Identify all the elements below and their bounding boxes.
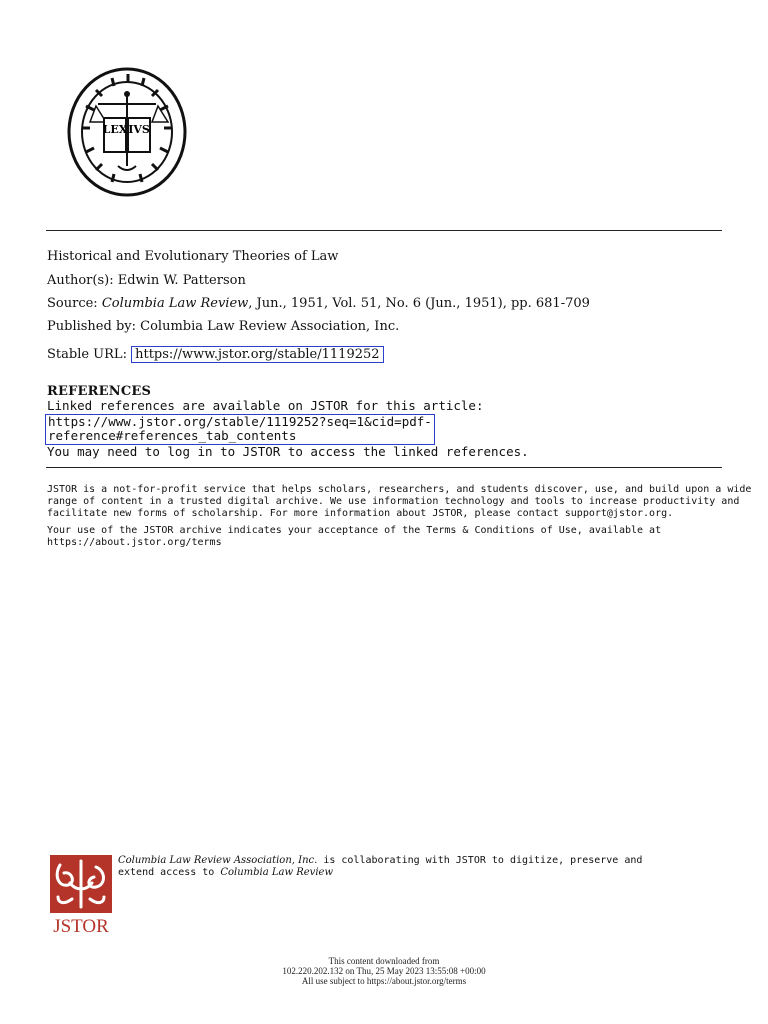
- references-heading: REFERENCES: [47, 384, 152, 399]
- jstor-notice: JSTOR is a not-for-profit service that helps scholars, researchers, and students discover, use, and build upon a wide range of content in a trusted digital archive. We use information technology and tools to increase productivity and facilitate new forms of scholarship. For more information about JSTOR, please contact support@jstor.org.: [47, 484, 752, 519]
- jstor-logo: [50, 855, 114, 935]
- article-title: Historical and Evolutionary Theories of Law: [47, 249, 339, 264]
- columbia-law-seal-logo: [66, 66, 188, 198]
- top-divider: [46, 230, 722, 231]
- stable-url-link[interactable]: https://www.jstor.org/stable/1119252: [131, 346, 383, 363]
- seal-text-right: IVS: [128, 123, 150, 136]
- stable-url-line: Stable URL: https://www.jstor.org/stable/1119252: [47, 347, 384, 363]
- references-body: [47, 399, 529, 459]
- references-link[interactable]: https://www.jstor.org/stable/1119252?seq=1&cid=pdf- reference#references_tab_contents: [45, 414, 435, 445]
- authors: Edwin W. Patterson: [117, 273, 246, 288]
- terms-notice: Your use of the JSTOR archive indicates your acceptance of the Terms & Conditions of Use, available at https://about.jstor.org/terms: [47, 525, 662, 548]
- seal-text-left: LEX: [102, 123, 128, 136]
- download-footer: This content downloaded from 102.220.202.132 on Thu, 25 May 2023 13:55:08 +00:00 All use subject to https://about.jstor.org/terms: [282, 956, 486, 986]
- source-journal: Columbia Law Review: [101, 296, 249, 311]
- references-intro: Linked references are available on JSTOR for this article:: [47, 398, 484, 413]
- bottom-divider: [46, 467, 722, 468]
- collaboration-statement: Columbia Law Review Association, Inc. is collaborating with JSTOR to digitize, preserve and extend access to Columbia Law Review: [118, 855, 643, 878]
- jstor-wordmark: JSTOR: [53, 916, 109, 935]
- references-login-note: You may need to log in to JSTOR to access the linked references.: [47, 443, 529, 459]
- terms-link[interactable]: https://about.jstor.org/terms: [47, 537, 222, 548]
- authors-line: Author(s): Edwin W. Patterson: [47, 273, 246, 288]
- source-line: Source: Columbia Law Review, Jun., 1951, Vol. 51, No. 6 (Jun., 1951), pp. 681-709: [47, 296, 590, 311]
- publisher-line: Published by: Columbia Law Review Association, Inc.: [47, 319, 400, 334]
